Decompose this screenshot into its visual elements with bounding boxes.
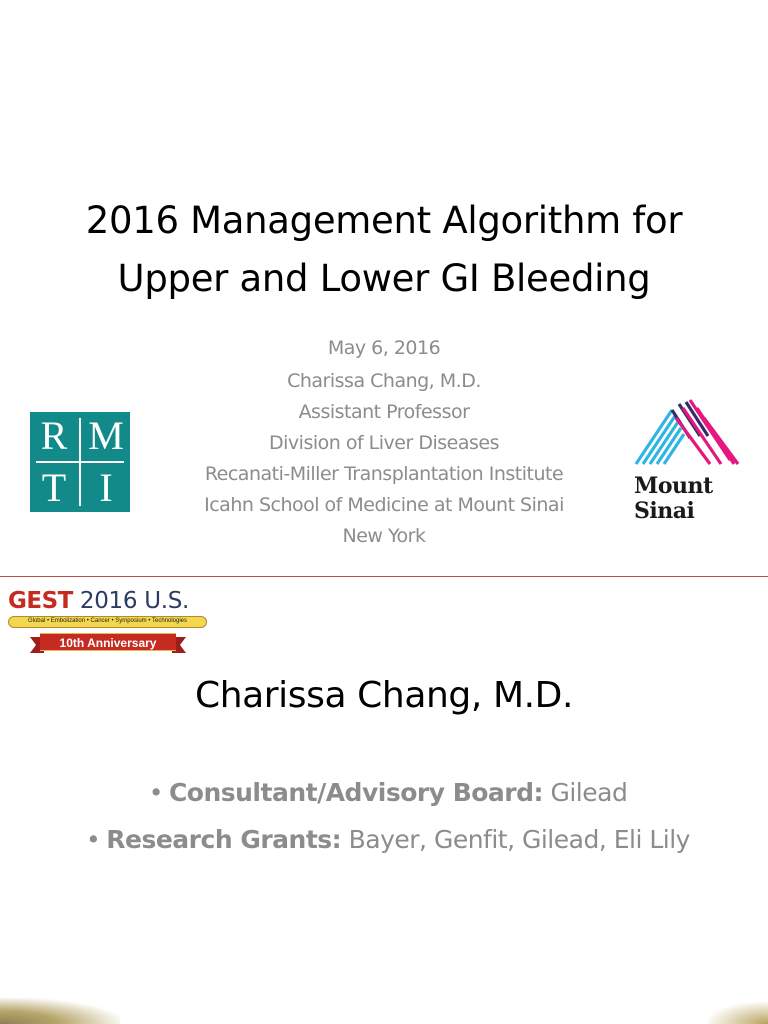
- disclosure-label: Consultant/Advisory Board:: [168, 778, 544, 807]
- presenter-division: Division of Liver Diseases: [269, 432, 499, 454]
- slide-title-line-2: Upper and Lower GI Bleeding: [117, 257, 651, 300]
- presenter-name: Charissa Chang, M.D.: [287, 370, 481, 392]
- bullet-icon: •: [86, 825, 101, 854]
- disclosure-title: Charissa Chang, M.D.: [194, 675, 574, 716]
- gest-anniversary-text: 10th Anniversary: [40, 633, 176, 651]
- rmti-divider-horizontal: [36, 461, 124, 463]
- rmti-letter-r: R: [40, 413, 68, 458]
- disclosure-list: [78, 773, 698, 859]
- mount-sinai-mark-icon: [634, 398, 740, 470]
- rmti-letter-i: I: [99, 465, 113, 510]
- gest-anniversary-ribbon: [30, 633, 186, 653]
- disclosure-slide: [0, 577, 768, 1024]
- presenter-school: Icahn School of Medicine at Mount Sinai: [204, 494, 564, 516]
- gest-tagline: Global • Embolization • Cancer • Symposium • Technologies: [8, 616, 207, 628]
- gest-logo: [8, 587, 212, 663]
- disclosure-value: Gilead: [543, 778, 628, 807]
- disclosure-value: Bayer, Genfit, Gilead, Eli Lily: [341, 825, 690, 854]
- background-decoration-right: [708, 1002, 768, 1024]
- rmti-letter-t: T: [41, 465, 67, 510]
- disclosure-item: [78, 773, 698, 821]
- disclosure-label: Research Grants:: [106, 825, 342, 854]
- mount-sinai-word-1: Mount: [634, 473, 713, 499]
- slide-title-line-1: 2016 Management Algorithm for: [85, 199, 683, 242]
- mount-sinai-logo: [634, 398, 740, 528]
- presenter-position: Assistant Professor: [298, 401, 470, 423]
- gest-logo-wordmark: [8, 587, 189, 615]
- gest-brand: GEST: [8, 588, 73, 614]
- presenter-info: [150, 333, 618, 552]
- presenter-city: New York: [342, 525, 426, 547]
- rmti-logo: [30, 412, 130, 512]
- presenter-institute: Recanati-Miller Transplantation Institute: [204, 463, 564, 485]
- disclosure-item: [78, 821, 698, 859]
- rmti-letter-m: M: [88, 413, 124, 458]
- background-decoration-left: [0, 998, 120, 1024]
- bullet-icon: •: [148, 778, 163, 807]
- mount-sinai-wordmark: [634, 474, 740, 524]
- mount-sinai-word-2: Sinai: [634, 498, 695, 524]
- slide-title: [40, 192, 728, 308]
- presentation-date: May 6, 2016: [327, 337, 441, 359]
- gest-year: 2016 U.S.: [72, 588, 190, 614]
